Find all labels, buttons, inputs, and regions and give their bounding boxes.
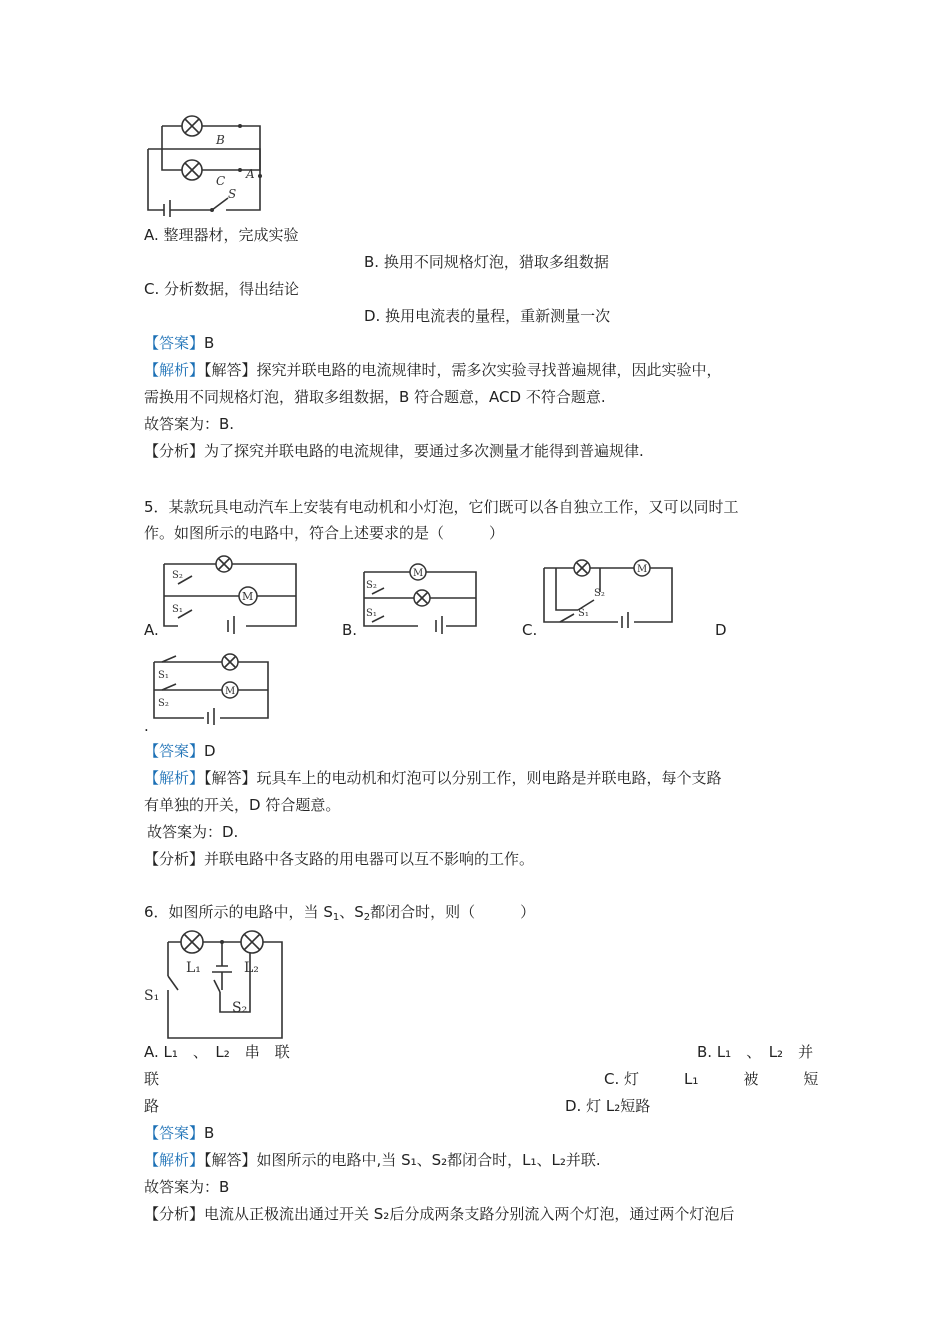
q6-stem-sub1: 1 (332, 912, 340, 923)
svg-text:S₁: S₁ (578, 608, 589, 619)
svg-text:L₂: L₂ (244, 960, 259, 976)
q4-jiexi-line2: 需换用不同规格灯泡，猎取多组数据，B 符合题意，ACD 不符合题意. (144, 388, 606, 406)
q6-answer: B (204, 1124, 215, 1142)
q4-circuit-figure (140, 112, 270, 217)
q6-fenxi-text: 电流从正极流出通过开关 S₂后分成两条支路分别流入两个灯泡，通过两个灯泡后 (204, 1205, 735, 1223)
svg-text:S₂: S₂ (232, 1000, 248, 1016)
q5-figure-d (148, 650, 273, 725)
jiexi-tag: 【解析】 (144, 769, 205, 787)
q5-answer-line (144, 741, 216, 761)
jiexi-tag: 【解析】 (144, 1151, 205, 1169)
q5-stem-line1: 5．某款玩具电动汽车上安装有电动机和小灯泡，它们既可以各自独立工作，又可以同时工 (144, 498, 739, 516)
svg-text:L₁: L₁ (186, 960, 201, 976)
q5-stem-line2: 作。如图所示的电路中，符合上述要求的是（ ） (144, 524, 505, 542)
q4-answer: B (204, 334, 215, 352)
q6-circuit-figure (140, 928, 290, 1043)
q6-stem-sub2: 2 (363, 912, 371, 923)
q4-option-a: A. 整理器材，完成实验 (144, 226, 299, 244)
jieda-tag: 【解答】 (204, 361, 257, 379)
svg-text:S₂: S₂ (366, 580, 377, 591)
svg-text:S₂: S₂ (172, 570, 183, 581)
q5-fenxi-text: 并联电路中各支路的用电器可以互不影响的工作。 (204, 850, 535, 868)
answer-tag: 【答案】 (144, 742, 205, 760)
q5-figure-c (538, 556, 678, 628)
q5-fenxi-line (144, 849, 534, 869)
fenxi-tag: 【分析】 (144, 442, 205, 460)
q6-option-d: D. 灯 L₂短路 (565, 1097, 651, 1115)
q5-answer: D (204, 742, 216, 760)
answer-tag: 【答案】 (144, 334, 205, 352)
q6-option-c-cont: 路 (144, 1097, 160, 1115)
q4-label-B: B (216, 133, 225, 147)
q4-label-S: S (228, 187, 237, 201)
q5-figure-b (358, 560, 483, 634)
q4-option-b: B. 换用不同规格灯泡，猎取多组数据 (364, 253, 609, 271)
q6-stem-mid: 、S (339, 903, 364, 921)
jieda-tag: 【解答】 (204, 1151, 257, 1169)
q4-label-C: C (216, 174, 226, 188)
q5-option-d-label: D (715, 621, 727, 639)
jieda-tag: 【解答】 (204, 769, 257, 787)
svg-text:S₁: S₁ (366, 608, 377, 619)
q4-fenxi-line (144, 441, 644, 461)
q4-jiexi-text1: 探究并联电路的电流规律时，需多次实验寻找普遍规律，因此实验中， (256, 361, 722, 379)
q5-conclusion: 故答案为：D. (147, 823, 239, 841)
q6-jiexi-line (144, 1150, 601, 1170)
q6-option-b: B. L₁ 、 L₂ 并 (697, 1043, 814, 1061)
q5-figure-a (158, 548, 303, 634)
q4-conclusion: 故答案为：B. (144, 415, 235, 433)
q4-answer-line (144, 333, 214, 353)
svg-text:M: M (637, 564, 648, 575)
svg-text:M: M (242, 590, 254, 603)
svg-text:S₂: S₂ (594, 588, 605, 599)
fenxi-tag: 【分析】 (144, 1205, 205, 1223)
q6-stem (144, 902, 535, 928)
q6-stem-pre: 6．如图所示的电路中，当 S (144, 903, 333, 921)
q6-conclusion: 故答案为：B (144, 1178, 230, 1196)
fenxi-tag: 【分析】 (144, 850, 205, 868)
q5-jiexi-line1 (144, 768, 722, 788)
svg-text:S₁: S₁ (144, 988, 160, 1004)
q6-option-c: C. 灯 L₁ 被 短 (604, 1070, 819, 1088)
q5-jiexi-line2: 有单独的开关，D 符合题意。 (144, 796, 341, 814)
svg-text:M: M (225, 686, 236, 697)
q6-answer-line (144, 1123, 214, 1143)
q4-option-c: C. 分析数据，得出结论 (144, 280, 300, 298)
q4-option-d: D. 换用电流表的量程，重新测量一次 (364, 307, 611, 325)
jiexi-tag: 【解析】 (144, 361, 205, 379)
svg-text:S₁: S₁ (158, 670, 169, 681)
svg-text:M: M (413, 568, 424, 579)
q6-stem-post: 都闭合时，则（ ） (370, 903, 536, 921)
q5-jiexi-text1: 玩具车上的电动机和灯泡可以分别工作，则电路是并联电路，每个支路 (256, 769, 722, 787)
q5-option-a-label: A. (144, 621, 159, 639)
answer-tag: 【答案】 (144, 1124, 205, 1142)
q6-option-b-cont: 联 (144, 1070, 160, 1088)
q6-fenxi-line (144, 1204, 734, 1224)
q5-option-c-label: C. (522, 621, 538, 639)
q5-option-b-label: B. (342, 621, 358, 639)
q4-jiexi-line1 (144, 360, 722, 380)
q6-option-a: A. L₁ 、 L₂ 串 联 (144, 1043, 290, 1061)
svg-text:S₁: S₁ (172, 604, 183, 615)
q4-fenxi-text: 为了探究并联电路的电流规律，要通过多次测量才能得到普遍规律. (204, 442, 644, 460)
svg-text:S₂: S₂ (158, 698, 169, 709)
q4-label-A: A (246, 167, 255, 181)
q5-dot: . (144, 717, 149, 735)
q6-jiexi-text: 如图所示的电路中,当 S₁、S₂都闭合时，L₁、L₂并联. (256, 1151, 601, 1169)
